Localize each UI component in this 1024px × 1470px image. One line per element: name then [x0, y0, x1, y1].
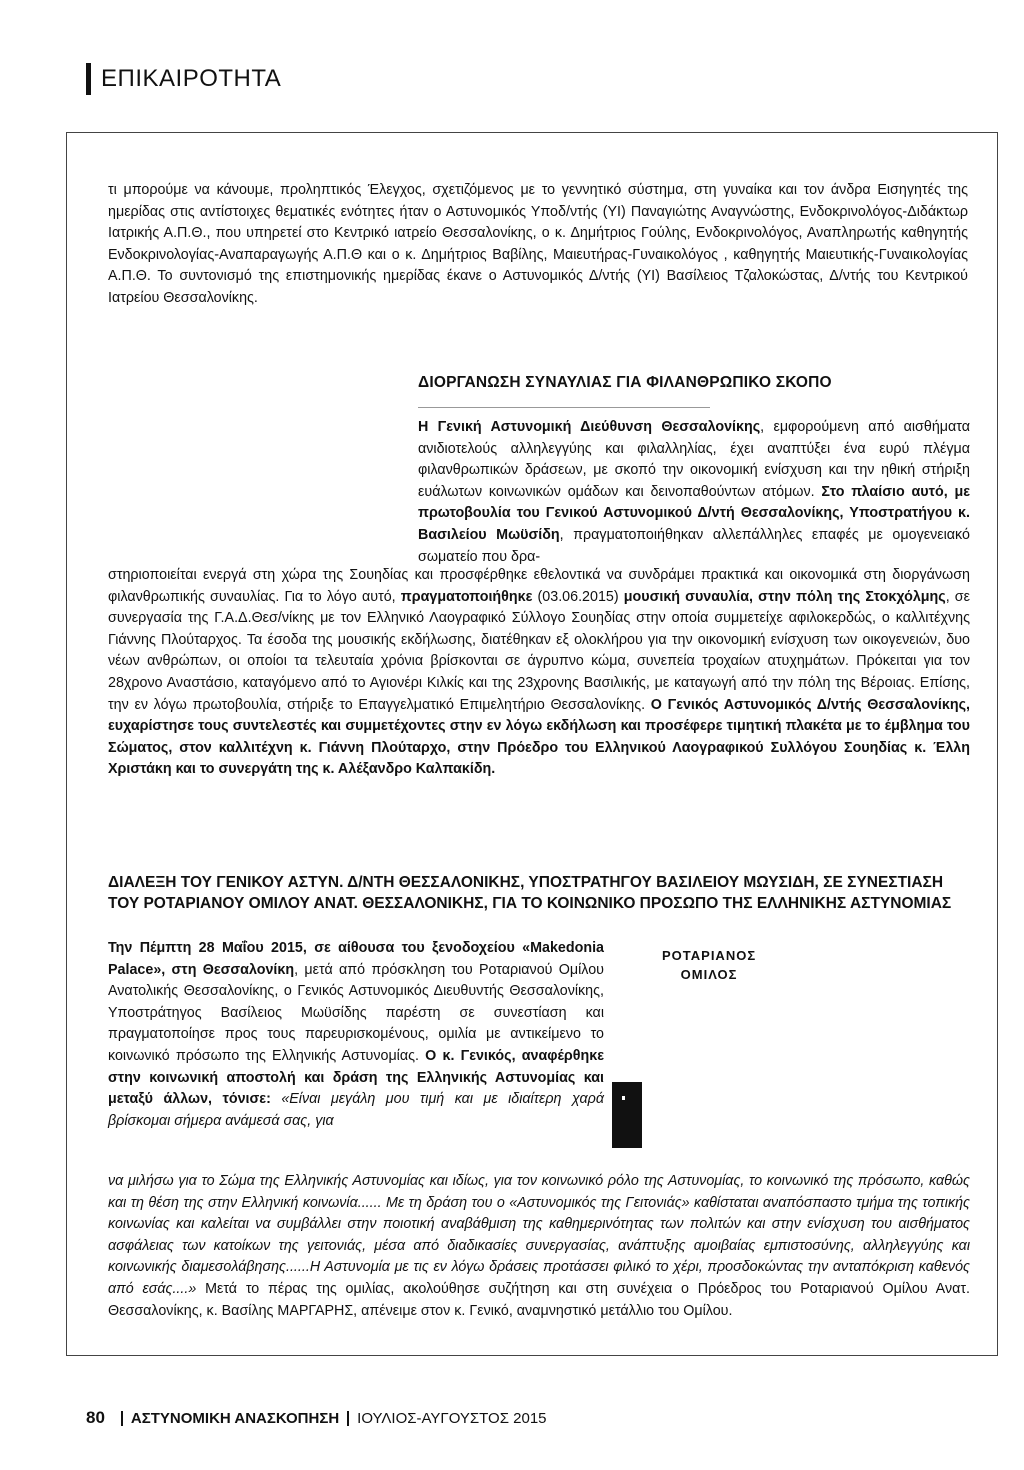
rotary-caption-line-2: ΟΜΙΛΟΣ [680, 967, 738, 982]
rotary-photo-caption [662, 946, 756, 984]
concert-paragraph-2 [108, 565, 970, 781]
lecture-bold-2: Ο κ. Γενικός, αναφέρθηκε στην κοινωνική αποστολή και δράση της Ελληνικής Αστυνομίας και μεταξύ άλλων, τόνισε: [108, 1047, 604, 1108]
concert-bold-3: πραγματοποιήθηκε [400, 588, 533, 605]
concert-text-1: , εμφορούμενη από αισθήματα ανιδιοτελούς αλληλεγγύης και φιλαλληλίας, έχει αναπτύξει ένα ευρύ πλέγμα φιλανθρωπικών δράσεων, με σκοπό την οικονομική ενίσχυση και την ηθική στήριξη ευάλωτων κοινωνικών ομάδων και δεινοπαθούντων ατόμων. [418, 419, 970, 500]
concert-paragraph-1 [418, 417, 970, 568]
lecture-paragraph-2 [108, 1171, 970, 1322]
issue-date: ΙΟΥΛΙΟΣ-ΑΥΓΟΥΣΤΟΣ 2015 [357, 1409, 547, 1427]
section-bar [86, 63, 91, 95]
concert-text-5: , σε συνεργασία της Γ.Α.Δ.Θεσ/νίκης με τον Ελληνικό Λαογραφικό Σύλλογο Σουηδίας στην οποία συμμετείχε αφιλοκερδώς, ο καλλιτέχνης Γιάννης Πλούταρχος. Τα έσοδα της μουσικής εκδήλωσης, διατέθηκαν εξ ολοκλήρου για την οικονομική ενίσχυση των οικογενειών, δυο νέων ανθρώπων, οι οποίοι τα τελευταία χρόνια βρίσκονται σε άγρυπνο κώμα, συνεπεία τροχαίων ατυχημάτων. Πρόκειται για τον 28χρονο Αναστάσιο, καταγόμενο από το Αγιονέρι Κιλκίς και της 23χρονης Βασιλικής, με καταγωγή από την πόλη της Βέροιας. Επίσης, την εν λόγω πρωτοβουλία, στήριξε το Επαγγελματικό Επιμελητήριο Θεσσαλονίκης. [108, 588, 971, 713]
lecture-italic-1: «Είναι μεγάλη μου τιμή και με ιδιαίτερη χαρά βρίσκομαι σήμερα ανάμεσά σας, για [108, 1091, 605, 1129]
footer-separator-2 [347, 1411, 349, 1426]
lecture-heading: ΔΙΑΛΕΞΗ ΤΟΥ ΓΕΝΙΚΟΥ ΑΣΤΥΝ. Δ/ΝΤΗ ΘΕΣΣΑΛΟΝΙΚΗΣ, ΥΠΟΣΤΡΑΤΗΓΟΥ ΒΑΣΙΛΕΙΟΥ ΜΩΥΣΙΔΗ, ΣΕ ΣΥΝΕΣΤΙΑΣΗ ΤΟΥ ΡΟΤΑΡΙΑΝΟΥ ΟΜΙΛΟΥ ΑΝΑΤ. ΘΕΣΣΑΛΟΝΙΚΗΣ, ΓΙΑ ΤΟ ΚΟΙΝΩΝΙΚΟ ΠΡΟΣΩΠΟ ΤΗΣ ΕΛΛΗΝΙΚΗΣ ΑΣΤΥΝΟΜΙΑΣ [108, 874, 952, 912]
photo-fragment [612, 1082, 642, 1148]
concert-text-3: στηριοποιείται ενεργά στη χώρα της Σουηδίας και προσφέρθηκε εθελοντικά να συνδράμει πρακτικά και οικονομικά στη διοργάνωση φιλανθρωπικής συναυλίας. Για το λόγο αυτό, [108, 567, 970, 605]
lecture-italic-2: να μιλήσω για το Σώμα της Ελληνικής Αστυνομίας και ιδίως, για τον κοινωνικό ρόλο της Αστυνομίας, το κοινωνικό της πρόσωπο, καθώς και τη θέση της στην Ελληνική κοινωνία...... Με τη δράση του ο «Αστυνομικός της Γειτονιάς» καθίσταται αναπόσπαστο τμήμα της τοπικής κοινωνίας και καλείται να συμβάλλει στην ποιοτική αναβάθμιση της καθημερινότητας των πολιτών και στην ενίσχυση του αισθήματος ασφάλειας των κατοίκων της γειτονιάς, μέσα από διαδικασίες συνεργασίας, ανάπτυξης αμοιβαίας εμπιστοσύνης, αλληλεγγύης και κοινωνικής διαμεσολάβησης......Η Αστυνομία με τις εν λόγω δράσεις προτάσσει φιλικό το χέρι, προσδοκώντας την ανταπόκριση καθενός από εσάς....» [108, 1173, 970, 1297]
lecture-bold-1: Την Πέμπτη 28 Μαΐου 2015, σε αίθουσα του ξενοδοχείου «Makedonia Palace», στη Θεσσαλονίκη [108, 940, 604, 978]
magazine-name: ΑΣΤΥΝΟΜΙΚΗ ΑΝΑΣΚΟΠΗΣΗ [130, 1409, 340, 1427]
concert-bold-1: Η Γενική Αστυνομική Διεύθυνση Θεσσαλονίκης [418, 419, 761, 435]
concert-bold-4: μουσική συναυλία, στην πόλη της Στοκχόλμης [623, 588, 946, 605]
page-number: 80 [86, 1408, 105, 1427]
footer-separator [121, 1411, 123, 1426]
concert-heading: ΔΙΟΡΓΑΝΩΣΗ ΣΥΝΑΥΛΙΑΣ ΓΙΑ ΦΙΛΑΝΘΡΩΠΙΚΟ ΣΚΟΠΟ [418, 374, 832, 391]
section-title: ΕΠΙΚΑΙΡΟΤΗΤΑ [101, 65, 282, 92]
rotary-caption-line-1: ΡΟΤΑΡΙΑΝΟΣ [662, 948, 757, 963]
lecture-text-2: Μετά το πέρας της ομιλίας, ακολούθησε συζήτηση και στη συνέχεια ο Πρόεδρος του Ροταριανού Ομίλου Ανατ. Θεσσαλονίκης, κ. Βασίλης ΜΑΡΓΑΡΗΣ, απένειμε στον κ. Γενικό, αναμνηστικό μετάλλιο του Ομίλου. [108, 1280, 970, 1319]
page-footer [86, 1408, 547, 1428]
concert-bold-2: Στο πλαίσιο αυτό, με πρωτοβουλία του Γενικού Αστυνομικού Δ/ντή Θεσσαλονίκης, Υποστρατήγου κ. Βασιλείου Μωϋσίδη [418, 483, 970, 543]
lecture-text-1: , μετά από πρόσκληση του Ροταριανού Ομίλου Ανατολικής Θεσσαλονίκης, ο Γενικός Αστυνομικός Διευθυντής Θεσσαλονίκης, Υποστράτηγος Βασίλειος Μωϋσίδης παρέστη σε συνεστίαση και πραγματοποίησε προς τους παρευρισκομένους, ομιλία με αντικείμενο το κοινωνικό πρόσωπο της Ελληνικής Αστυνομίας. [108, 961, 604, 1064]
concert-bold-5: Ο Γενικός Αστυνομικός Δ/ντής Θεσσαλονίκης, ευχαρίστησε τους συντελεστές και συμμετέχοντες στην εν λόγω εκδήλωση και προσέφερε τιμητική πλακέτα με το έμβλημα του Σώματος, στον καλλιτέχνη κ. Γιάννη Πλούταρχο, στην Πρόεδρο του Ελληνικού Λαογραφικού Συλλόγου Σουηδίας κ. Έλλη Χριστάκη και το συνεργάτη της κ. Αλέξανδρο Καλπακίδη. [108, 696, 971, 778]
section-header [86, 62, 281, 96]
heading-divider [418, 407, 710, 408]
intro-paragraph: τι μπορούμε να κάνουμε, προληπτικός Έλεγχος, σχετιζόμενος με το γεννητικό σύστημα, στη γυναίκα και τον άνδρα Εισηγητές της ημερίδας στις αντίστοιχες θεματικές ενότητες ήταν ο Αστυνομικός Υποδ/ντής (ΥΙ) Παναγιώτης Αναγνώστης, Ενδοκρινολόγος-Διδάκτωρ Ιατρικής Α.Π.Θ., που υπηρετεί στο Κεντρικό ιατρείο Θεσσαλονίκης, ο κ. Δημήτριος Γούλης, Ενδοκρινολόγος, Αναπληρωτής καθηγητής Ενδοκρινολογίας-Αναπαραγωγής Α.Π.Θ και ο κ. Δημήτριος Βαβίλης, Μαιευτήρας-Γυναικολόγος , καθηγητής Μαιευτικής-Γυναικολογίας Α.Π.Θ. Το συντονισμό της επιστημονικής ημερίδας έκανε ο Αστυνομικός Δ/ντής (ΥΙ) Βασίλειος Τζαλοκώστας, Δ/ντής του Κεντρικού Ιατρείου Θεσσαλονίκης. [108, 182, 968, 306]
lecture-paragraph-1 [108, 938, 604, 1132]
concert-text-2: , πραγματοποιήθηκαν αλλεπάλληλες επαφές με ομογενειακό σωματείο που δρα- [418, 526, 970, 565]
concert-text-4: (03.06.2015) [532, 588, 624, 605]
